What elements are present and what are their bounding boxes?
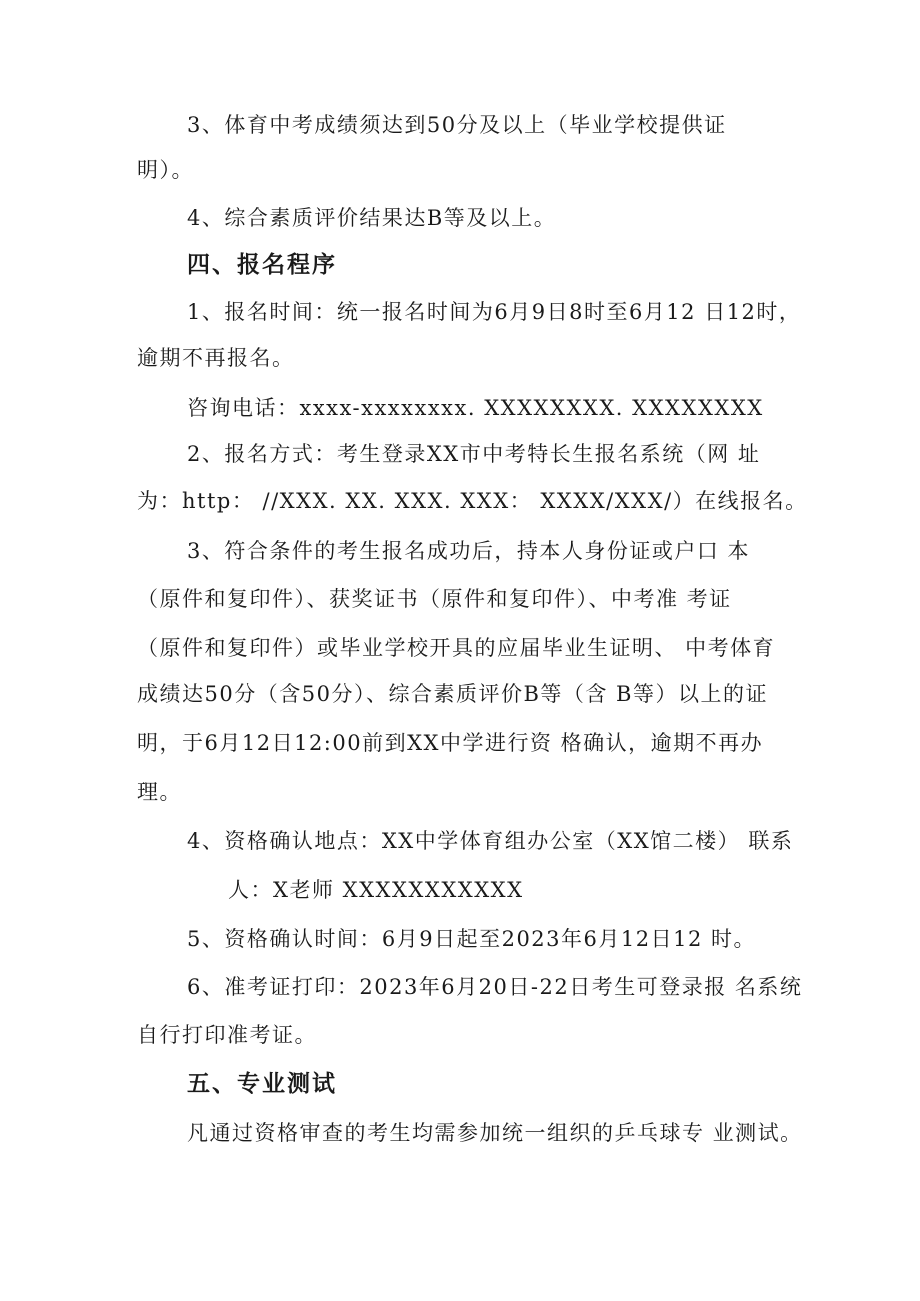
paragraph-line: 自行打印准考证。	[137, 1023, 317, 1047]
section-heading: 五、专业测试	[187, 1071, 337, 1097]
paragraph-line: 人：X老师 XXXXXXXXXXX	[228, 878, 524, 902]
paragraph-line: （原件和复印件）、获奖证书（原件和复印件）、中考准 考证	[137, 587, 732, 611]
paragraph-line: 为：http： //XXX. XX. XXX. XXX： XXXX/XXX/）在线报名。	[137, 489, 808, 513]
paragraph-line: 理。	[137, 780, 182, 804]
paragraph-line: 逾期不再报名。	[137, 346, 295, 370]
paragraph-line: 凡通过资格审查的考生均需参加统一组织的乒乓球专 业测试。	[187, 1121, 803, 1145]
paragraph-line: 2、报名方式：考生登录XX市中考特长生报名系统（网 址	[187, 442, 761, 466]
paragraph-line: 5、资格确认时间：6月9日起至2023年6月12日12 时。	[187, 927, 757, 951]
paragraph-line: 3、符合条件的考生报名成功后，持本人身份证或户口 本	[187, 539, 751, 563]
paragraph-line: 6、准考证打印：2023年6月20日-22日考生可登录报 名系统	[187, 975, 803, 999]
section-heading: 四、报名程序	[187, 252, 337, 278]
paragraph-line: 咨询电话：xxxx-xxxxxxxx. XXXXXXXX. XXXXXXXX	[187, 396, 764, 420]
paragraph-line: 4、资格确认地点：XX中学体育组办公室（XX馆二楼） 联系	[187, 829, 794, 853]
paragraph-line: 明）。	[137, 158, 194, 182]
paragraph-line: （原件和复印件）或毕业学校开具的应届毕业生证明、 中考体育	[137, 636, 776, 660]
paragraph-line: 3、体育中考成绩须达到50分及以上（毕业学校提供证	[187, 113, 727, 137]
paragraph-line: 4、综合素质评价结果达B等及以上。	[187, 206, 557, 230]
paragraph-line: 成绩达50分（含50分）、综合素质评价B等（含 B等）以上的证	[137, 682, 768, 706]
paragraph-line: 1、报名时间：统一报名时间为6月9日8时至6月12 日12时，	[187, 300, 802, 324]
paragraph-line: 明，于6月12日12:00前到XX中学进行资 格确认，逾期不再办	[137, 731, 764, 755]
